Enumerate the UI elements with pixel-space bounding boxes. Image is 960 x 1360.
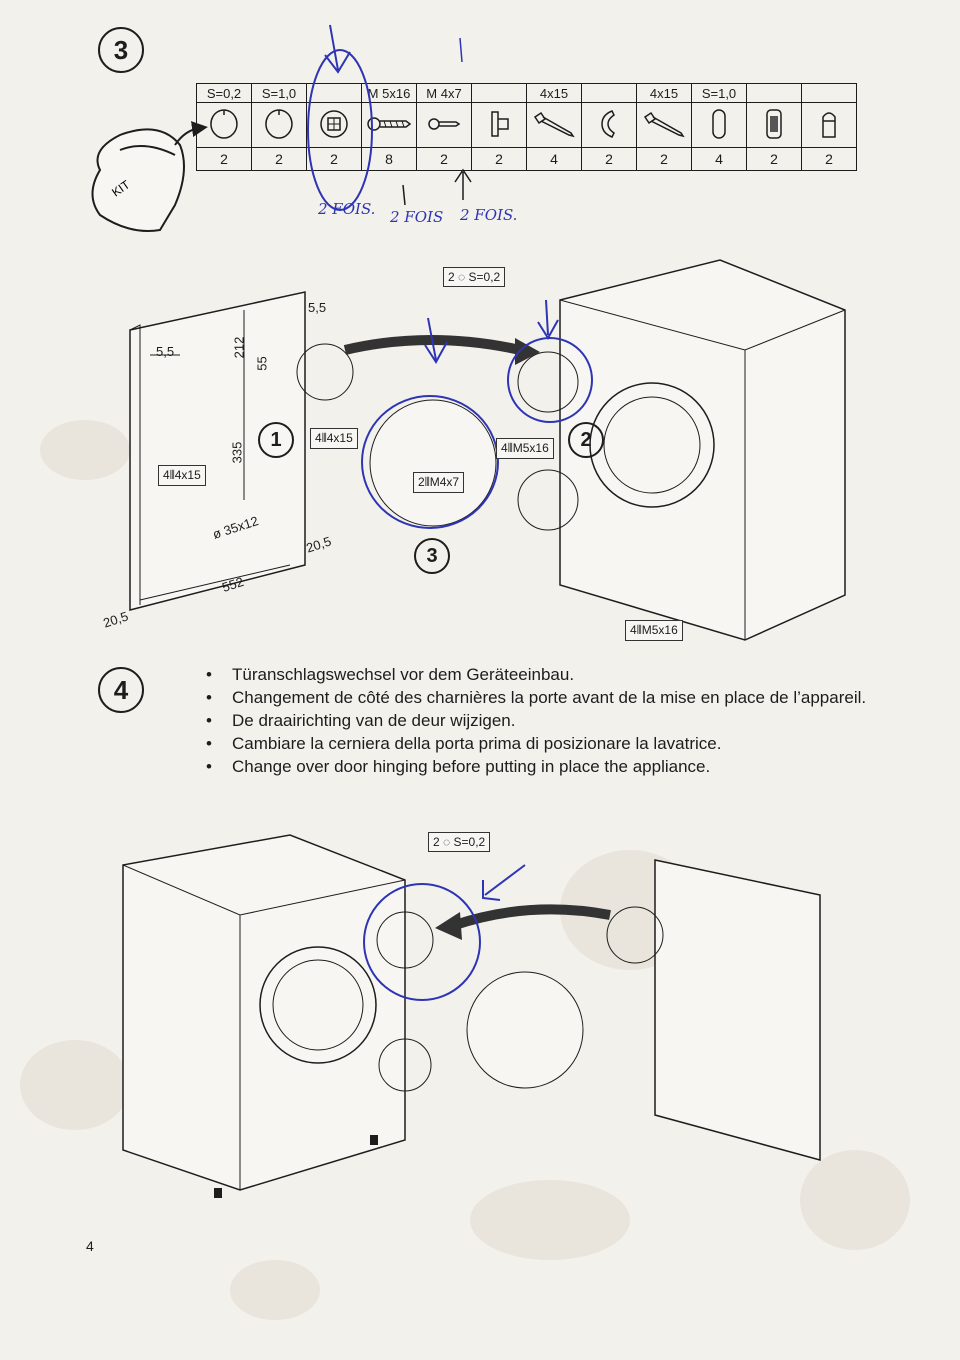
kit-label: KIT (109, 177, 133, 200)
dimension-label: ø 35x12 (210, 513, 261, 542)
dimension-label: 5,5 (156, 344, 175, 359)
dimension-label: 20,5 (101, 608, 131, 631)
step-3-number: 3 (98, 27, 144, 73)
parts-header-cell: 4x15 (637, 84, 692, 103)
instruction-item: • Change over door hinging before putting in place the appliance. (200, 755, 880, 778)
parts-qty-cell: 4 (527, 148, 582, 171)
screw-callout: 4⫴M5x16 (625, 620, 683, 641)
parts-qty-cell: 2 (637, 148, 692, 171)
screw-icon: ⫴ (169, 468, 175, 482)
screw-icon: ⫴ (424, 475, 430, 489)
screw-icon: ⫴ (636, 623, 642, 637)
shim-icon: ◌ (443, 835, 451, 849)
detail-number-2: 2 (568, 422, 604, 458)
handwritten-note: 2 FOIS. (460, 206, 518, 224)
instruction-item: • Changement de côté des charnières la porte avant de la mise en place de l’appareil. (200, 686, 880, 709)
parts-qty-cell: 2 (307, 148, 362, 171)
parts-qty-cell: 8 (362, 148, 417, 171)
detail-number-3: 3 (414, 538, 450, 574)
dimension-label: 335 (229, 441, 245, 464)
instruction-item: • De draairichting van de deur wijzigen. (200, 709, 880, 732)
screw-callout: 4⫴M5x16 (496, 438, 554, 459)
detail-number-1: 1 (258, 422, 294, 458)
dimension-label: 552 (220, 574, 246, 595)
shim-callout: 2 ◌ S=0,2 (443, 267, 505, 287)
screw-callout: 4⫴4x15 (158, 465, 206, 486)
parts-header-cell: S=0,2 (197, 84, 252, 103)
dimension-label: 5,5 (308, 300, 327, 315)
screw-icon: ⫴ (321, 431, 327, 445)
parts-qty-cell: 2 (197, 148, 252, 171)
shim-callout: 2 ◌ S=0,2 (428, 832, 490, 852)
instruction-item: • Cambiare la cerniera della porta prima di posizionare la lavatrice. (200, 732, 880, 755)
page-number: 4 (86, 1238, 94, 1254)
dimension-label: 20,5 (304, 533, 334, 556)
parts-qty-cell: 2 (252, 148, 307, 171)
parts-qty-cell: 2 (747, 148, 802, 171)
screw-icon: ⫴ (507, 441, 513, 455)
parts-qty-cell: 4 (692, 148, 747, 171)
screw-callout: 4⫴4x15 (310, 428, 358, 449)
parts-header-cell: M 5x16 (362, 84, 417, 103)
handwritten-note: 2 FOIS (390, 208, 444, 226)
instruction-item: • Türanschlagswechsel vor dem Geräteeinbau. (200, 663, 880, 686)
parts-header-cell: S=1,0 (252, 84, 307, 103)
parts-header-cell: S=1,0 (692, 84, 747, 103)
parts-header-cell: M 4x7 (417, 84, 472, 103)
parts-qty-cell: 2 (472, 148, 527, 171)
shim-icon: ◌ (458, 270, 466, 284)
parts-header-cell: 4x15 (527, 84, 582, 103)
parts-qty-cell: 2 (417, 148, 472, 171)
screw-callout: 2⫴M4x7 (413, 472, 464, 493)
parts-qty-cell: 2 (582, 148, 637, 171)
step-4-number: 4 (98, 667, 144, 713)
dimension-label: 55 (254, 356, 270, 371)
dimension-label: 212 (231, 336, 247, 359)
handwritten-note: 2 FOIS. (318, 200, 376, 218)
parts-qty-cell: 2 (802, 148, 857, 171)
